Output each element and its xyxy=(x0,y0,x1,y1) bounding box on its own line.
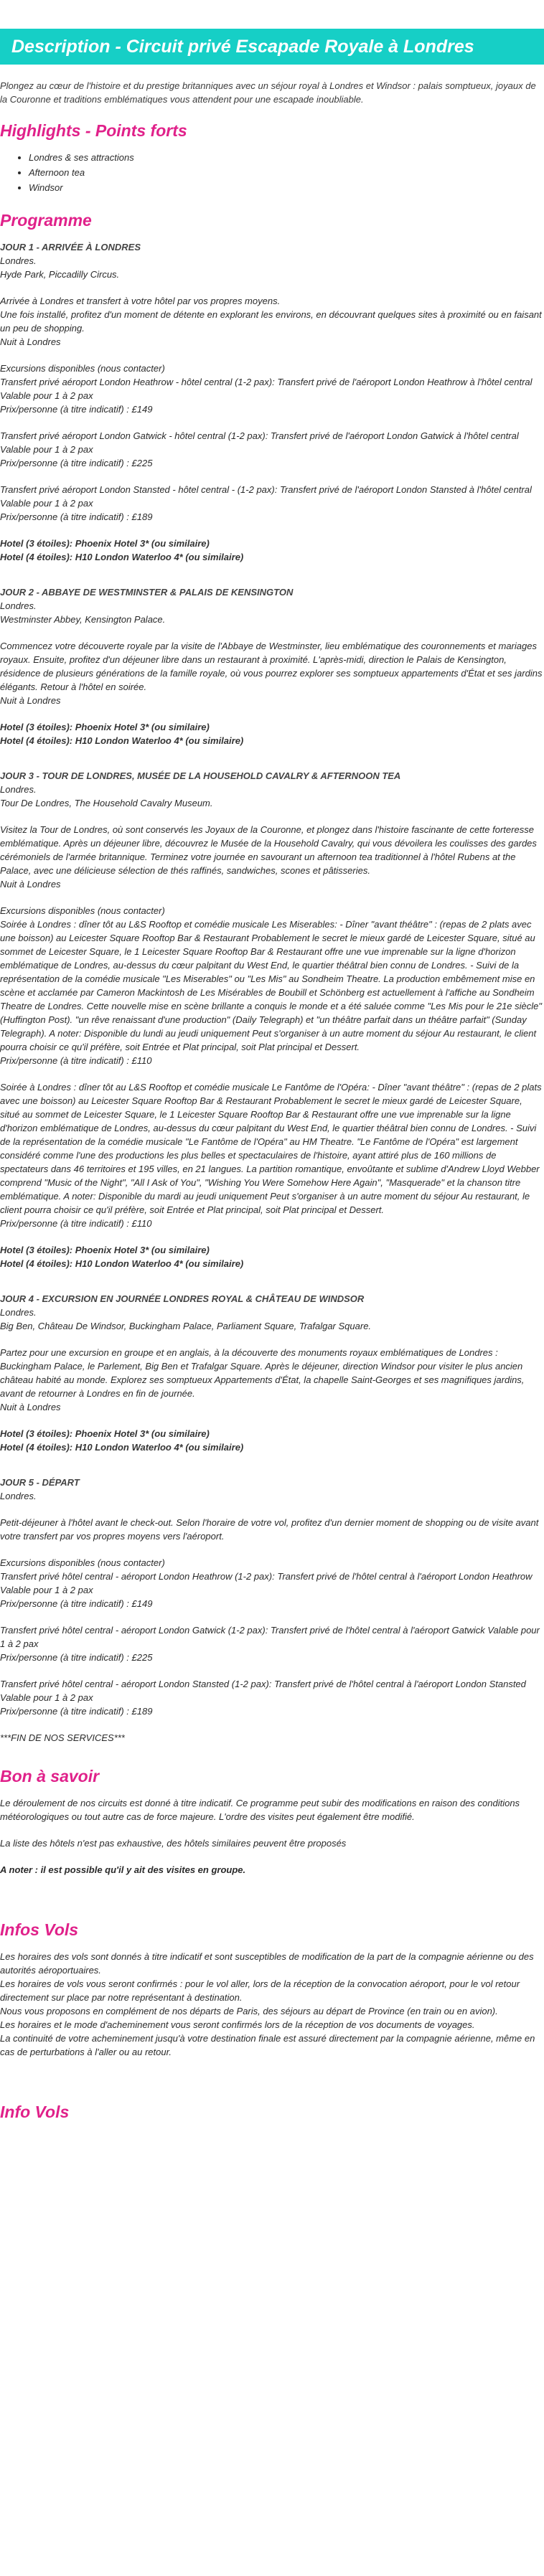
day-description-line: Visitez la Tour de Londres, où sont conservés les Joyaux de la Couronne, et plongez dans l'histoire fascinante de cette forteresse emblématique. Après un déjeuner libre, découvrez le Musée de la Household Cavalry, qui vous dévoilera les coulisses des gardes cérémoniels de l'armée britannique. Terminez votre journée en savourant un afternoon tea traditionnel à l'hôtel Rubens at the Palace, avec une délicieuse sélection de thés raffinés, sandwiches, scones et pâtisseries. xyxy=(0,824,537,876)
day-places: Hyde Park, Piccadilly Circus. xyxy=(0,269,120,280)
highlight-item: • Afternoon tea xyxy=(29,166,544,179)
infos-vols-line: Les horaires des vols sont donnés à titre indicatif et sont susceptibles de modification de la part de la compagnie aérienne ou des autorités aéroportuaires. xyxy=(0,1951,534,1976)
excursion-description: Transfert privé aéroport London Heathrow - hôtel central (1-2 pax): Transfert privé de l'aéroport London Heathrow à l'hôtel central Valable pour 1 à 2 pax xyxy=(0,377,533,401)
highlights-heading: Highlights - Points forts xyxy=(0,121,187,140)
content xyxy=(0,79,544,2122)
day-location: Londres. xyxy=(0,1307,37,1318)
excursion-item xyxy=(0,1677,544,1718)
infos-vols-text xyxy=(0,1950,544,2059)
day-hotels xyxy=(0,720,544,747)
day-location: Londres. xyxy=(0,600,37,611)
day-block xyxy=(0,1292,544,1454)
excursion-item xyxy=(0,1623,544,1664)
hotel-line: Hotel (4 étoiles): H10 London Waterloo 4* (ou similaire) xyxy=(0,552,244,562)
excursion-item xyxy=(0,483,544,524)
day-title: JOUR 1 - ARRIVÉE À LONDRES xyxy=(0,242,141,253)
excursion-item xyxy=(0,1556,544,1610)
day-hotels xyxy=(0,1427,544,1454)
excursion-item xyxy=(0,1080,544,1230)
day-title: JOUR 3 - TOUR DE LONDRES, MUSÉE DE LA HOUSEHOLD CAVALRY & AFTERNOON TEA xyxy=(0,770,401,781)
hotel-line: Hotel (4 étoiles): H10 London Waterloo 4* (ou similaire) xyxy=(0,1258,244,1269)
bon-a-savoir-paragraph: La liste des hôtels n'est pas exhaustive, des hôtels similaires peuvent être proposés xyxy=(0,1838,347,1849)
day-block xyxy=(0,240,544,564)
day-hotels xyxy=(0,537,544,564)
day-description-line: Une fois installé, profitez d'un moment de détente en explorant les environs, en découvrant quelques sites à proximité ou en faisant un peu de shopping. xyxy=(0,309,542,334)
programme-days xyxy=(0,240,544,1745)
day-block xyxy=(0,769,544,1270)
excursions-heading: Excursions disponibles (nous contacter) xyxy=(0,363,165,374)
infos-vols-line: La continuité de votre acheminement jusqu'à votre destination finale est assuré directement par la compagnie aérienne, même en cas de perturbations à l'aller ou au retour. xyxy=(0,2033,535,2057)
infos-vols-heading: Infos Vols xyxy=(0,1920,79,1939)
bon-a-savoir-note: A noter : il est possible qu'il y ait des visites en groupe. xyxy=(0,1864,246,1875)
excursion-price: Prix/personne (à titre indicatif) : £225 xyxy=(0,458,153,468)
excursion-item xyxy=(0,362,544,416)
programme-heading: Programme xyxy=(0,211,92,230)
bon-a-savoir-paragraph: Le déroulement de nos circuits est donné à titre indicatif. Ce programme peut subir des modifications en raison des conditions météorologiques ou tout autre cas de force majeure. L'ordre des visites peut également être modifié. xyxy=(0,1798,520,1822)
hotel-line: Hotel (3 étoiles): Phoenix Hotel 3* (ou similaire) xyxy=(0,1428,210,1439)
hotel-line: Hotel (3 étoiles): Phoenix Hotel 3* (ou similaire) xyxy=(0,1245,210,1255)
day-header xyxy=(0,585,544,626)
hotel-line: Hotel (4 étoiles): H10 London Waterloo 4* (ou similaire) xyxy=(0,1442,244,1453)
day-description-line: Nuit à Londres xyxy=(0,336,61,347)
day-description-line: Arrivée à Londres et transfert à votre hôtel par vos propres moyens. xyxy=(0,296,281,306)
excursion-description: Transfert privé aéroport London Gatwick - hôtel central (1-2 pax): Transfert privé de l'aéroport London Gatwick à l'hôtel central Valable pour 1 à 2 pax xyxy=(0,430,519,455)
infos-vols-line: Nous vous proposons en complément de nos départs de Paris, des séjours au départ de Province (en train ou en avion). xyxy=(0,2006,498,2016)
excursion-price: Prix/personne (à titre indicatif) : £189 xyxy=(0,1706,153,1717)
page-title: Description - Circuit privé Escapade Royale à Londres xyxy=(0,29,544,65)
day-title: JOUR 2 - ABBAYE DE WESTMINSTER & PALAIS DE KENSINGTON xyxy=(0,587,294,598)
day-description-line: Petit-déjeuner à l'hôtel avant le check-out. Selon l'horaire de votre vol, profitez d'un dernier moment de shopping ou de visite avant votre transfert par vos propres moyens vers l'aéroport. xyxy=(0,1517,539,1542)
day-block xyxy=(0,585,544,747)
day-description-line: Partez pour une excursion en groupe et en anglais, à la découverte des monuments royaux emblématiques de Londres : Buckingham Palace, le Parlement, Big Ben et Trafalgar Square. Après le déjeuner, direction Windsor pour visiter le plus ancien château habité au monde. Explorez ses somptueux Appartements d'État, la chapelle Saint-Georges et ses magnifiques jardins, avant de retourner à Londres en fin de journée. xyxy=(0,1347,525,1399)
excursion-description: Soirée à Londres : dîner tôt au L&S Rooftop et comédie musicale Les Miserables: - Dîner "avant théâtre" : (repas de 2 plats avec une boisson) au Leicester Square Rooftop Bar & Restaurant Probablement le secret le mieux gardé de Leicester Square, situé au sommet de Leicester Square, le 1 Leicester Square Rooftop Bar & Restaurant offre une vue imprenable sur la ligne d'horizon emblématique de Londres, au-dessus du cœur palpitant du West End, le quartier théâtral bien connu de Londres. - Suivi de la représentation de la comédie musicale "Les Miserables" ou "Les Mis" au Sondheim Theatre. La production embêmement mise en scène et acclamée par Cameron Mackintosh de Les Misérables de Boubill et Schönberg est actuellement à l'affiche au Sondheim Theatre de Londres. Cette nouvelle mise en scène brillante a conquis le monde et a été saluée comme "Les Mis pour le 21e siècle" (Huffington Post). "un rêve renaissant d'une production" (Daily Telegraph) et "un théâtre parfait dans un théâtre parfait" (Sunday Telegraph). A noter: Disponible du lundi au jeudi uniquement Peut s'organiser à un autre moment du séjour Au restaurant, le client pourra choisir ce qu'il préfère, soit Entrée et Plat principal, soit Plat principal et Dessert. xyxy=(0,919,542,1052)
infos-vols-line: Les horaires et le mode d'acheminement vous seront confirmés lors de la réception de vos documents de voyages. xyxy=(0,2019,475,2030)
highlights-list xyxy=(0,151,544,194)
excursion-price: Prix/personne (à titre indicatif) : £110 xyxy=(0,1218,152,1229)
day-title: JOUR 4 - EXCURSION EN JOURNÉE LONDRES ROYAL & CHÂTEAU DE WINDSOR xyxy=(0,1293,365,1304)
excursion-price: Prix/personne (à titre indicatif) : £149 xyxy=(0,404,153,415)
day-description xyxy=(0,823,544,891)
highlight-item: • Londres & ses attractions xyxy=(29,151,544,164)
day-description xyxy=(0,1346,544,1414)
day-description-line: Nuit à Londres xyxy=(0,879,61,890)
excursion-item xyxy=(0,904,544,1067)
intro-text: Plongez au cœur de l'histoire et du prestige britanniques avec un séjour royal à Londres et Windsor : palais somptueux, joyaux de la Couronne et traditions emblématiques vous attendent pour une escapade inoubliable. xyxy=(0,80,536,105)
day-header xyxy=(0,240,544,281)
hotel-line: Hotel (3 étoiles): Phoenix Hotel 3* (ou similaire) xyxy=(0,722,210,732)
day-description-line: Nuit à Londres xyxy=(0,695,61,706)
highlight-item: • Windsor xyxy=(29,181,544,194)
day-header xyxy=(0,1292,544,1333)
excursion-description: Soirée à Londres : dîner tôt au L&S Rooftop et comédie musicale Le Fantôme de l'Opéra: - Dîner "avant théâtre" : (repas de 2 plats avec une boisson) au Leicester Square Rooftop Bar & Restaurant Probablement le secret le mieux gardé de Leicester Square, situé au sommet de Leicester Square, le 1 Leicester Square Rooftop Bar & Restaurant offre une vue imprenable sur la ligne d'horizon emblématique de Londres, au-dessus du cœur palpitant du West End, le quartier théâtral bien connu de Londres. - Suivi de la représentation de la comédie musicale "Le Fantôme de l'Opéra" au HM Theatre. "Le Fantôme de l'Opéra" est largement considéré comme l'une des productions les plus belles et spectaculaires de l'histoire, ayant attiré plus de 160 millions de spectateurs dans 46 territoires et 195 villes, en 21 langues. La partition romantique, envoûtante et sublime d'Andrew Lloyd Webber comprend "Music of the Night", "All I Ask of You", "Wishing You Were Somehow Here Again", "Masquerade" et la chanson titre emblématique. A noter: Disponible du mardi au jeudi uniquement Peut s'organiser à un autre moment du séjour Au restaurant, le client pourra choisir ce qu'il préfère, soit Entrée et Plat principal, soit Plat principal et Dessert. xyxy=(0,1082,542,1215)
day-hotels xyxy=(0,1243,544,1270)
excursion-price: Prix/personne (à titre indicatif) : £189 xyxy=(0,511,153,522)
hotel-line: Hotel (3 étoiles): Phoenix Hotel 3* (ou similaire) xyxy=(0,538,210,549)
day-location: Londres. xyxy=(0,255,37,266)
day-block xyxy=(0,1476,544,1745)
excursion-item xyxy=(0,429,544,470)
day-location: Londres. xyxy=(0,784,37,795)
excursion-price: Prix/personne (à titre indicatif) : £110 xyxy=(0,1055,152,1066)
excursions-heading: Excursions disponibles (nous contacter) xyxy=(0,905,165,916)
excursion-description: Transfert privé hôtel central - aéroport London Heathrow (1-2 pax): Transfert privé de l'hôtel central à l'aéroport London Heathrow Valable pour 1 à 2 pax xyxy=(0,1571,533,1595)
day-header xyxy=(0,1476,544,1503)
excursion-price: Prix/personne (à titre indicatif) : £149 xyxy=(0,1598,153,1609)
day-header xyxy=(0,769,544,810)
info-vols-heading: Info Vols xyxy=(0,2103,70,2121)
infos-vols-line: Les horaires de vols vous seront confirmés : pour le vol aller, lors de la réception de la convocation aéroport, pour le vol retour directement sur place par notre représentant à destination. xyxy=(0,1978,520,2003)
excursion-price: Prix/personne (à titre indicatif) : £225 xyxy=(0,1652,153,1663)
day-location: Londres. xyxy=(0,1491,37,1501)
end-note: ***FIN DE NOS SERVICES*** xyxy=(0,1732,125,1743)
hotel-line: Hotel (4 étoiles): H10 London Waterloo 4* (ou similaire) xyxy=(0,735,244,746)
excursion-description: Transfert privé hôtel central - aéroport London Gatwick (1-2 pax): Transfert privé de l'hôtel central à l'aéroport Gatwick Valable pour 1 à 2 pax xyxy=(0,1625,540,1649)
day-description-line: Commencez votre découverte royale par la visite de l'Abbaye de Westminster, lieu emblématique des couronnements et mariages royaux. Ensuite, profitez d'un déjeuner libre dans un restaurant à proximité. L'après-midi, direction le Palais de Kensington, résidence de plusieurs générations de la famille royale, où vous pourrez explorer ses somptueux appartements d'État et ses jardins élégants. Retour à l'hôtel en soirée. xyxy=(0,641,543,692)
day-description-line: Nuit à Londres xyxy=(0,1402,61,1412)
day-places: Big Ben, Château De Windsor, Buckingham Palace, Parliament Square, Trafalgar Square. xyxy=(0,1321,372,1331)
day-title: JOUR 5 - DÉPART xyxy=(0,1477,80,1488)
day-places: Tour De Londres, The Household Cavalry Museum. xyxy=(0,798,213,808)
day-description xyxy=(0,294,544,349)
excursion-description: Transfert privé aéroport London Stansted - hôtel central - (1-2 pax): Transfert privé de l'aéroport London Stansted à l'hôtel central Valable pour 1 à 2 pax xyxy=(0,484,532,509)
bon-a-savoir-heading: Bon à savoir xyxy=(0,1767,100,1785)
day-description xyxy=(0,639,544,707)
excursions-heading: Excursions disponibles (nous contacter) xyxy=(0,1557,165,1568)
excursion-description: Transfert privé hôtel central - aéroport London Stansted (1-2 pax): Transfert privé de l'hôtel central à l'aéroport London Stansted Valable pour 1 à 2 pax xyxy=(0,1679,526,1703)
day-description xyxy=(0,1516,544,1543)
day-places: Westminster Abbey, Kensington Palace. xyxy=(0,614,166,625)
